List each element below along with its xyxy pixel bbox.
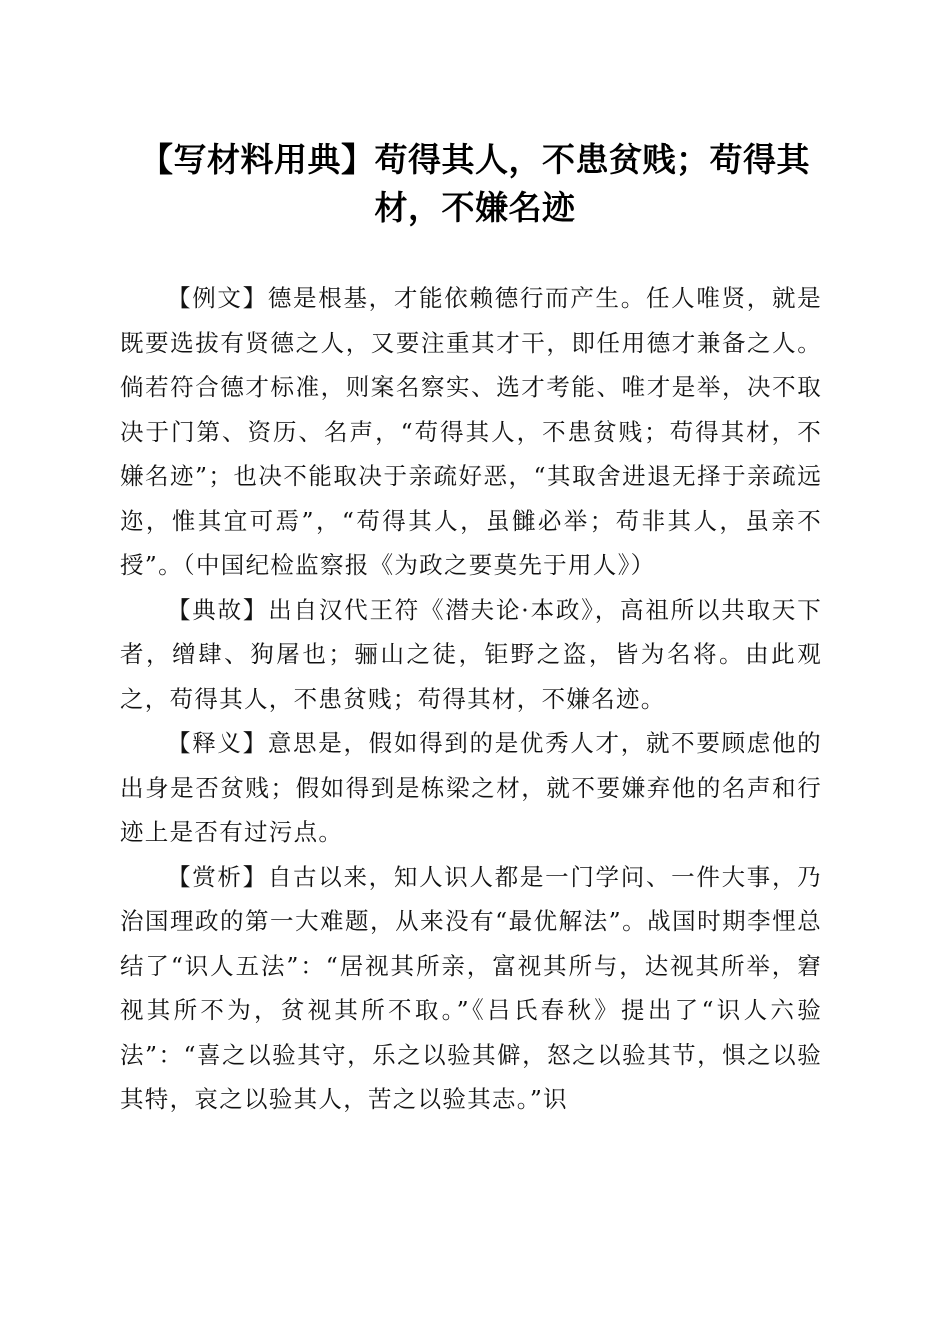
paragraph-meaning: 【释义】意思是，假如得到的是优秀人才，就不要顾虑他的出身是否贫贱；假如得到是栋梁之材，就不要嫌弃他的名声和行迹上是否有过污点。 [120, 729, 822, 846]
paragraph-example: 【例文】德是根基，才能依赖德行而产生。任人唯贤，就是既要选拔有贤德之人，又要注重其才干，即任用德才兼备之人。倘若符合德才标准，则案名察实、选才考能、唯才是举，决不取决于门第、资历、名声，“苟得其人，不患贫贱；苟得其材，不嫌名迹”；也决不能取决于亲疏好恶，“其取舍进退无择于亲疏远迩，惟其宜可焉”，“苟得其人，虽雠必举；苟非其人，虽亲不授”。（中国纪检监察报《为政之要莫先于用人》） [120, 284, 822, 579]
document-body [120, 276, 822, 1122]
document-title: 【写材料用典】苟得其人，不患贫贱；苟得其材，不嫌名迹 [140, 140, 810, 227]
paragraph-appreciation: 【赏析】自古以来，知人识人都是一门学问、一件大事，乃治国理政的第一大难题，从来没有“最优解法”。战国时期李悝总结了“识人五法”：“居视其所亲，富视其所与，达视其所举，窘视其所不为，贫视其所不取。”《吕氏春秋》提出了“识人六验法”：“喜之以验其守，乐之以验其僻，怒之以验其节，惧之以验其特，哀之以验其人，苦之以验其志。”识 [120, 862, 822, 1113]
paragraph-allusion: 【典故】出自汉代王符《潜夫论·本政》，高祖所以共取天下者，缯肆、狗屠也；骊山之徒，钜野之盗，皆为名将。由此观之，苟得其人，不患贫贱；苟得其材，不嫌名迹。 [120, 595, 822, 713]
